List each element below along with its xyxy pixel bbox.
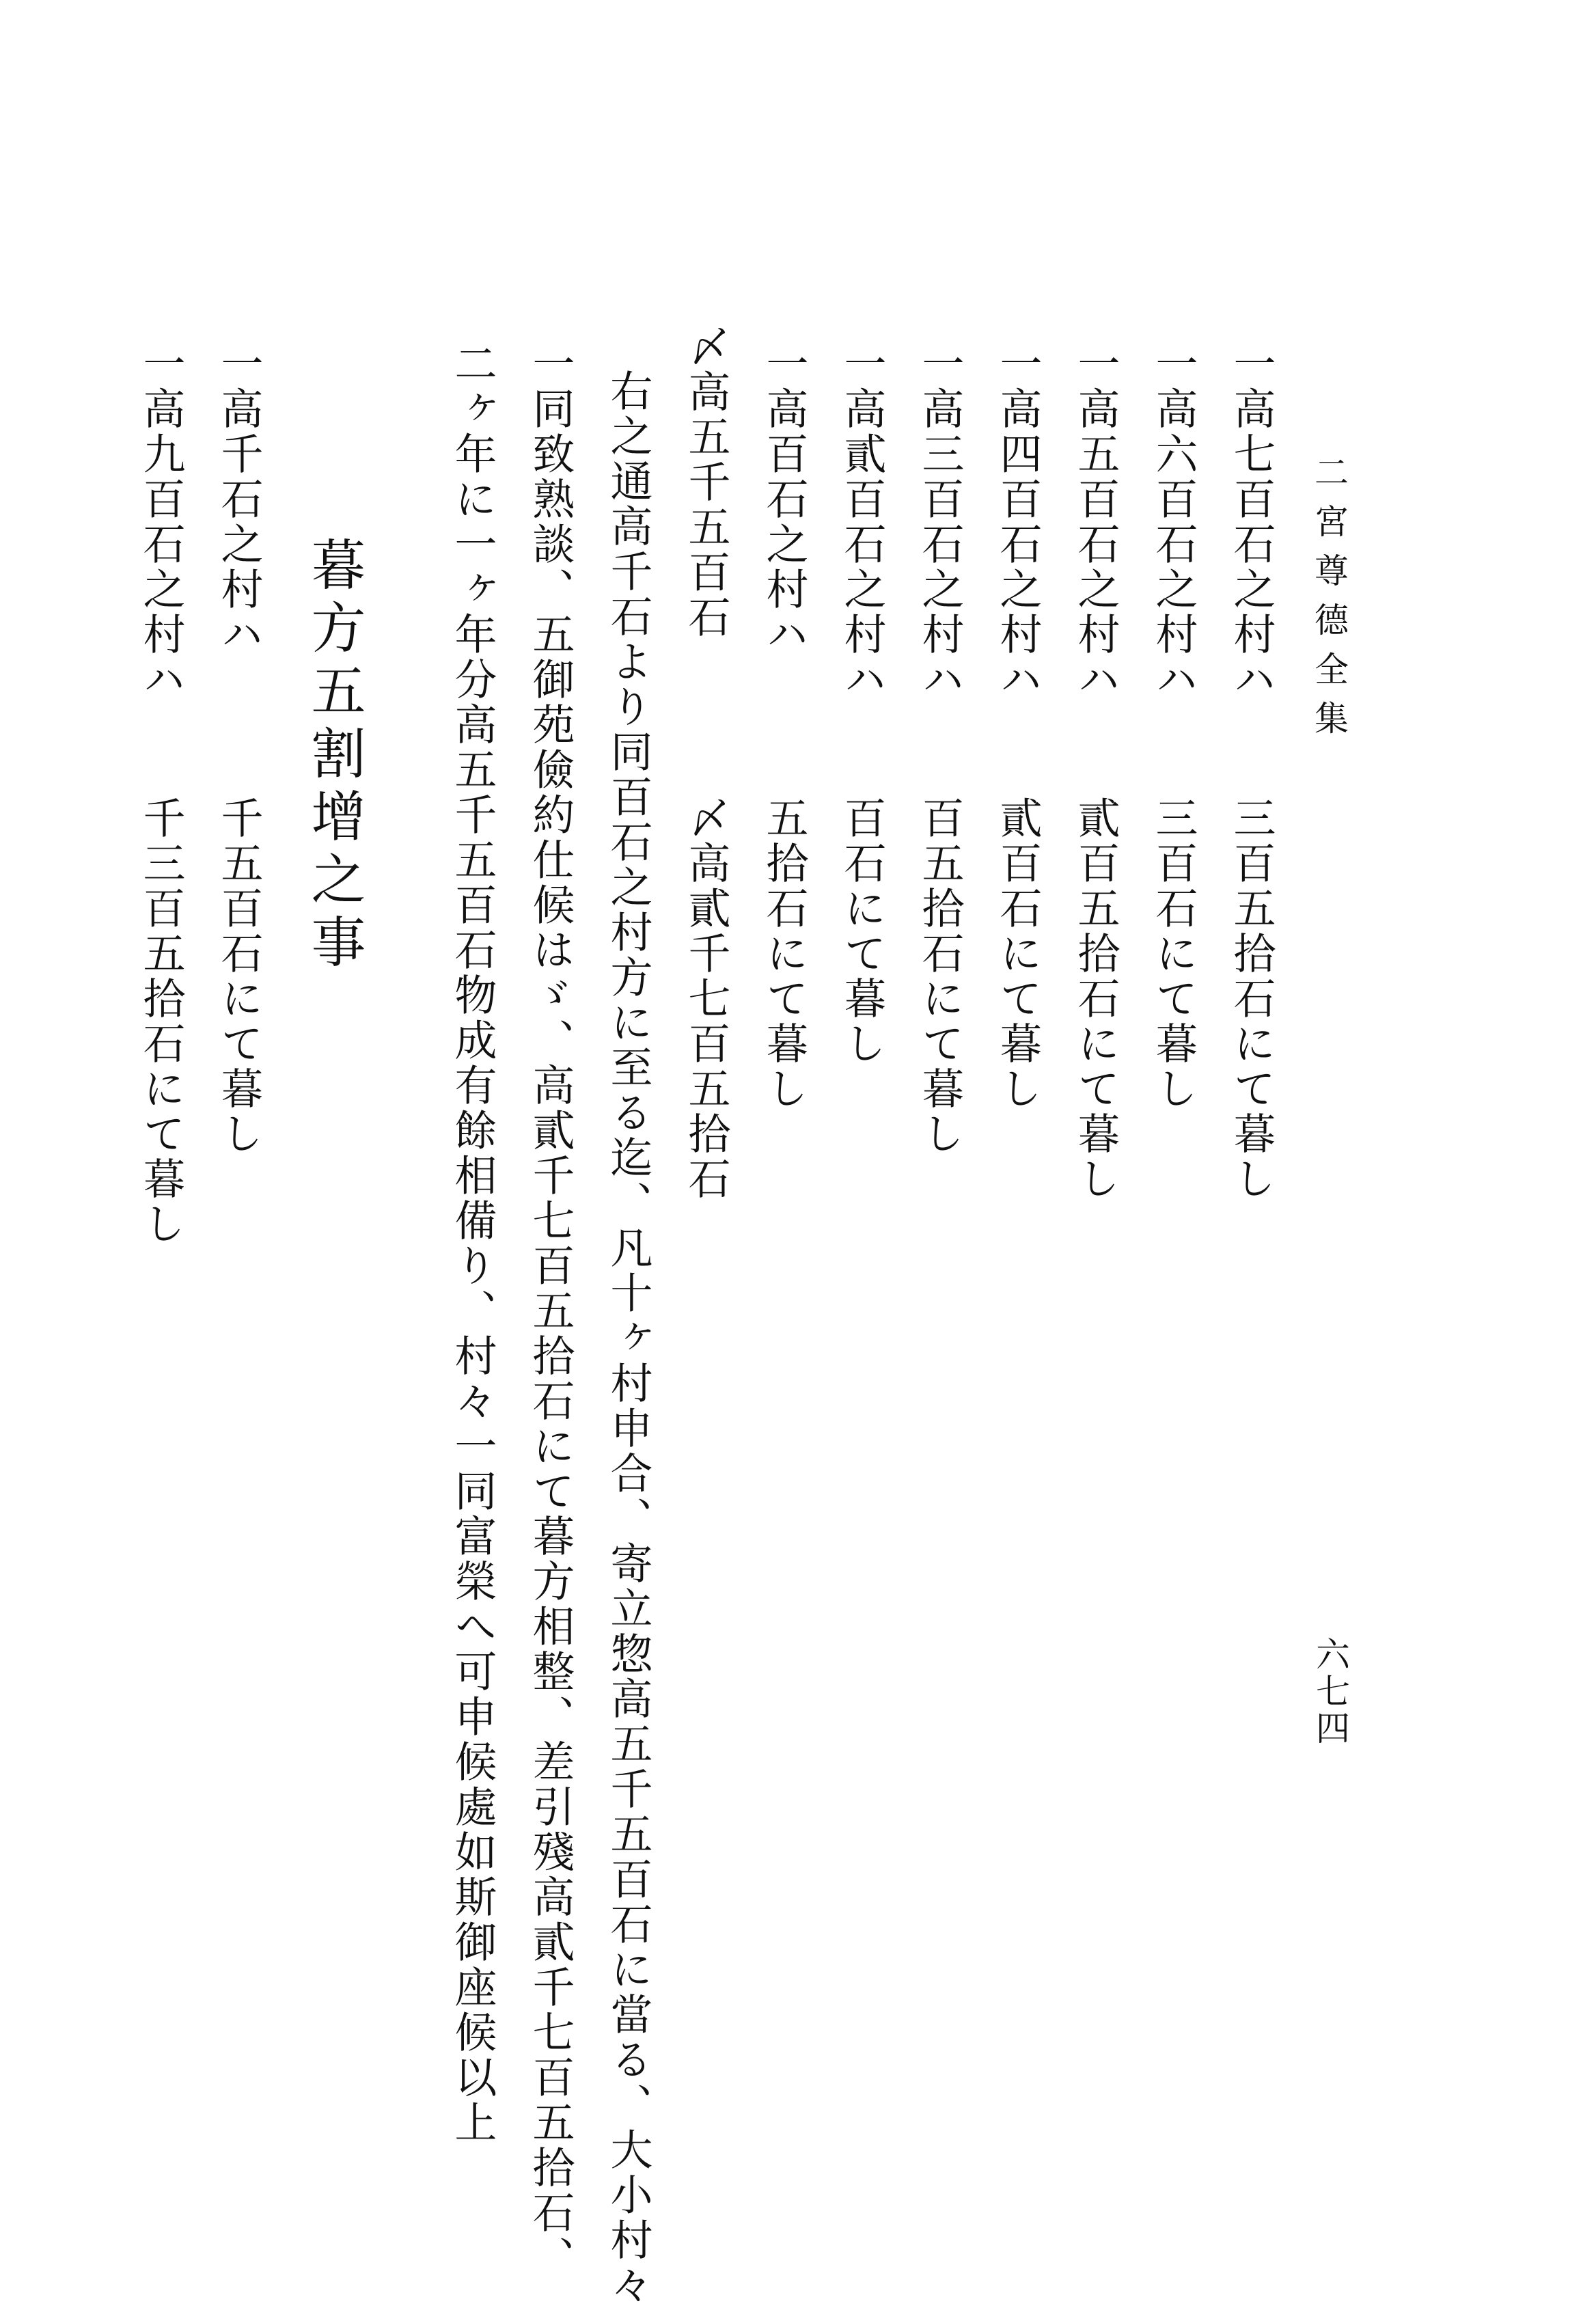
list-item-living: 百五拾石にて暮し [915, 796, 965, 1157]
list-item-village: 一高七百石之村ハ [1226, 342, 1276, 702]
list-item-village: 一高五百石之村ハ [1071, 342, 1120, 702]
list-item-living: 貳百石にて暮し [993, 796, 1043, 1112]
list-item-village: 一高四百石之村ハ [993, 342, 1043, 702]
list-item-living: 三百五拾石にて暮し [1226, 796, 1276, 1202]
list-item-living: 百石にて暮し [837, 796, 887, 1067]
list-item-village: 一高三百石之村ハ [915, 342, 965, 702]
list-item-living: 三百石にて暮し [1148, 796, 1198, 1112]
paragraph-line: 一同致熟談、五御苑儉約仕候はゞ、高貳千七百五拾石にて暮方相整、差引殘高貳千七百五拾石、 [525, 342, 575, 2281]
total-right: 〆高貳千七百五拾石 [681, 796, 731, 1202]
paragraph-line: 右之通高千石より同百石之村方に至る迄、凡十ヶ村申合、寄立惣高五千五百石に當る、大小村々 [603, 369, 653, 2308]
book-title: 二宮尊德全集 [1309, 454, 1349, 750]
list-item-village: 一高九百石之村ハ [136, 342, 186, 702]
list-item-village: 一高千石之村ハ [214, 342, 264, 657]
list-item-village: 一高百石之村ハ [759, 342, 809, 657]
paragraph-line: 二ヶ年に一ヶ年分高五千五百石物成有餘相備り、村々一同富榮へ可申候處如斯御座候以上 [448, 342, 497, 2145]
section-title: 暮方五割增之事 [302, 536, 366, 976]
list-item-living: 貳百五拾石にて暮し [1071, 796, 1120, 1202]
list-item-village: 一高六百石之村ハ [1148, 342, 1198, 702]
list-item-living: 五拾石にて暮し [759, 796, 809, 1112]
list-item-living: 千三百五拾石にて暮し [136, 796, 186, 1247]
page-number: 六七四 [1310, 1636, 1350, 1747]
list-item-village: 一高貳百石之村ハ [837, 342, 887, 702]
list-item-living: 千五百石にて暮し [214, 796, 264, 1157]
total-left: 〆高五千五百石 [681, 325, 731, 640]
